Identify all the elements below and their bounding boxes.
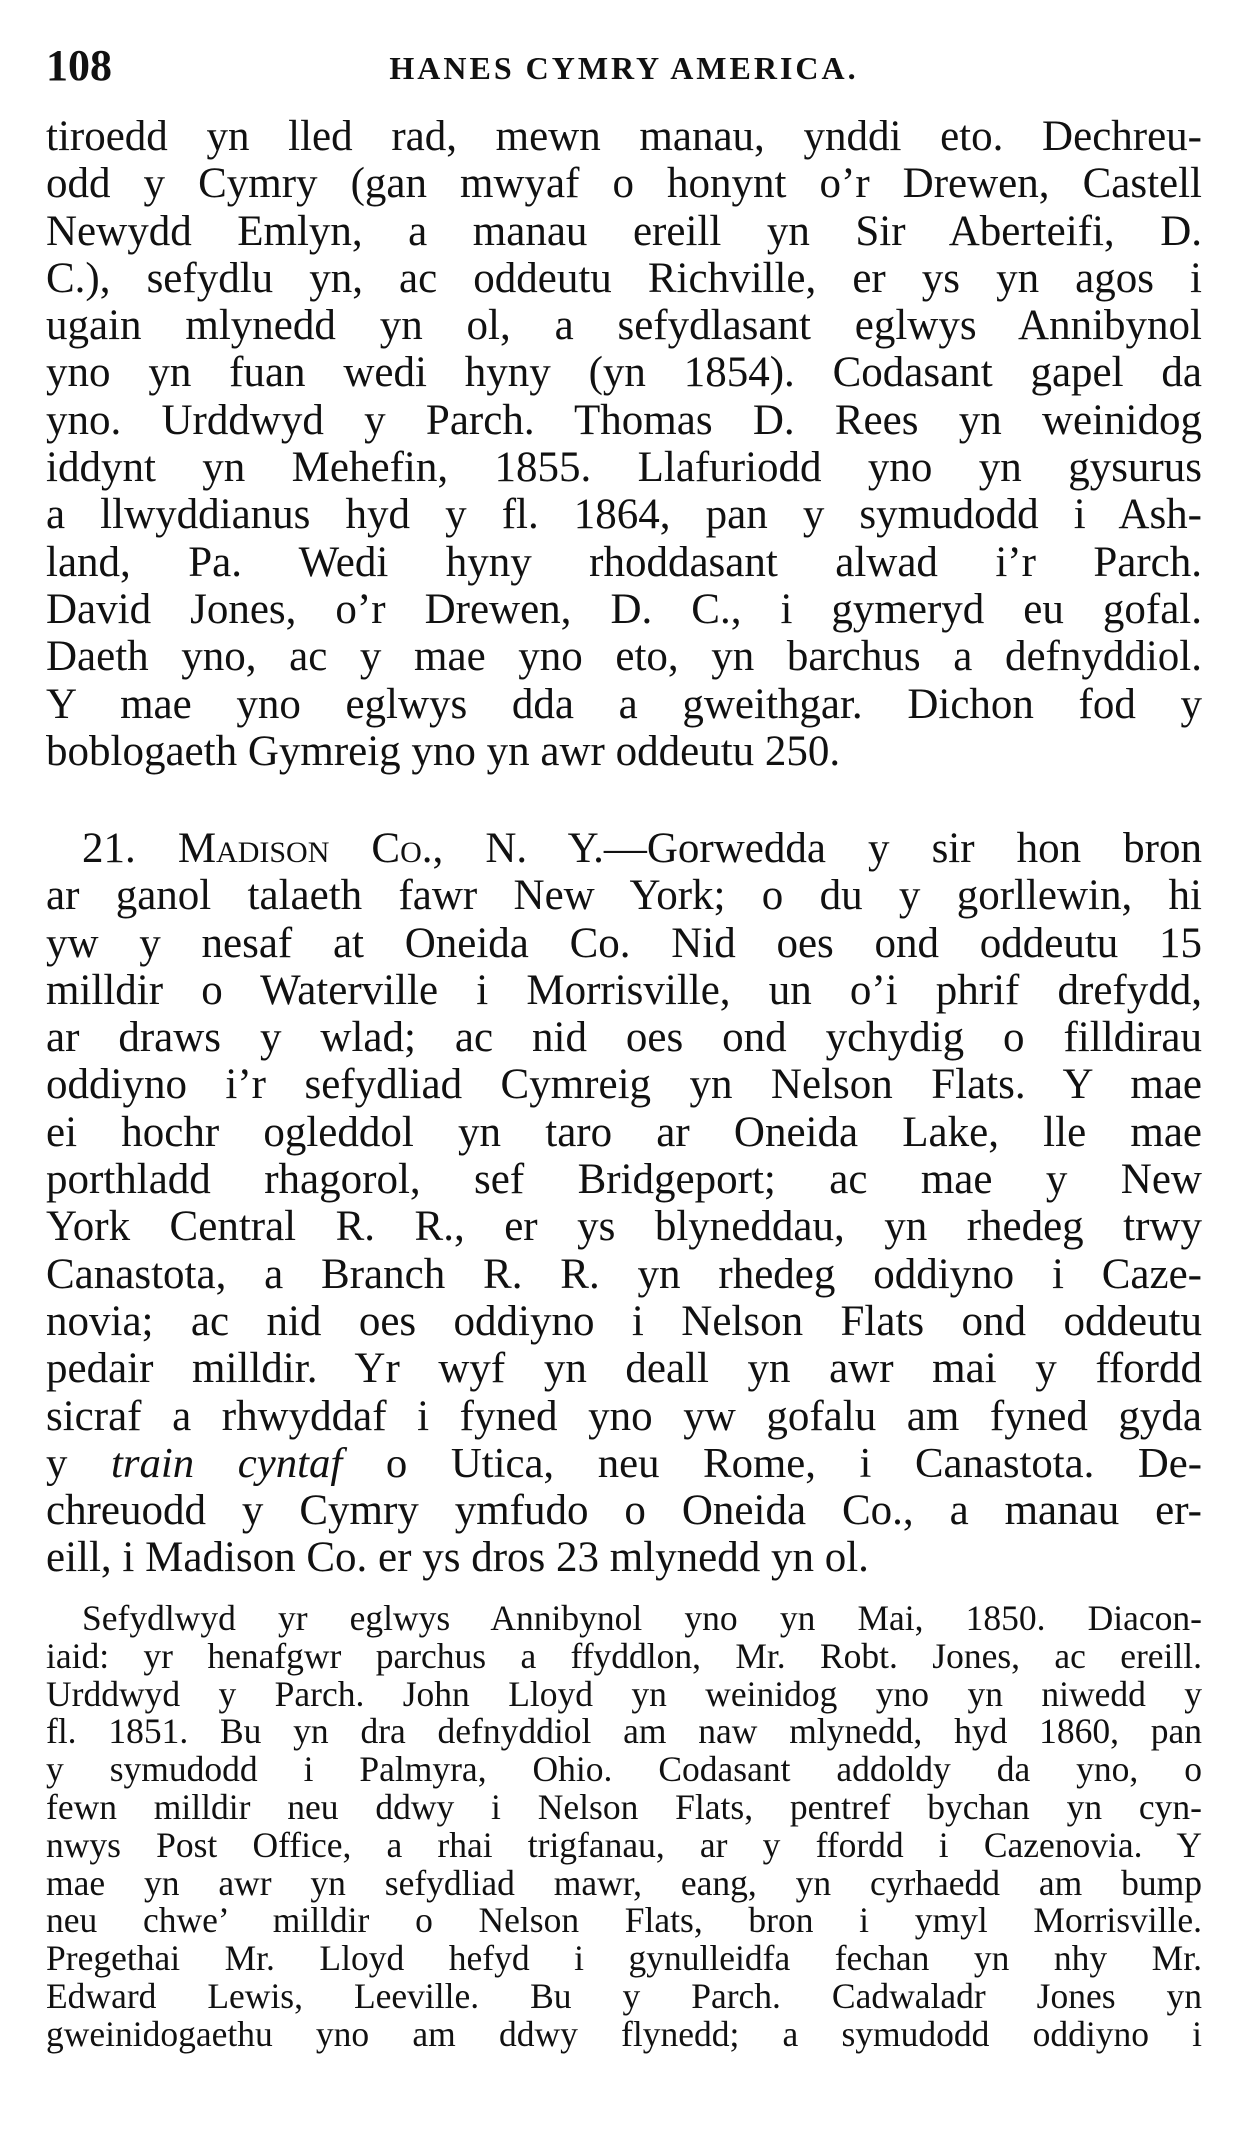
text-line: ar draws y wlad; ac nid oes ond ychydig o filldirau [46,1014,1202,1062]
text-line: iaid: yr henafgwr parchus a ffyddlon, Mr. Robt. Jones, ac ereill. [46,1635,1202,1676]
text-line: odd y Cymry (gan mwyaf o honynt o’r Drewen, Castell [46,160,1202,208]
text-line: Newydd Emlyn, a manau ereill yn Sir Aberteifi, D. [46,207,1202,255]
text-line: C.), sefydlu yn, ac oddeutu Richville, er ys yn agos i [46,254,1202,302]
paragraph-richville [46,113,1202,775]
running-title: HANES CYMRY AMERICA. [389,50,859,86]
text-line: milldir o Waterville i Morrisville, un o’i phrif drefydd, [46,966,1202,1014]
text-line: David Jones, o’r Drewen, D. C., i gymeryd eu gofal. [46,585,1202,633]
text-line: mae yn awr yn sefydliad mawr, eang, yn cyrhaedd am bump [46,1862,1202,1903]
text-line: pedair milldir. Yr wyf yn deall yn awr mai y ffordd [46,1345,1202,1393]
text-line: novia; ac nid oes oddiyno i Nelson Flats ond oddeutu [46,1297,1202,1345]
text-line: porthladd rhagorol, sef Bridgeport; ac mae y New [46,1156,1202,1204]
text-line: Sefydlwyd yr eglwys Annibynol yno yn Mai, 1850. Diacon- [82,1598,1202,1638]
text-line: a llwyddianus hyd y fl. 1864, pan y symudodd i Ash- [46,491,1202,539]
section-number: 21. [82,825,136,872]
text-line: chreuodd y Cymry ymfudo o Oneida Co., a manau er- [46,1487,1202,1535]
section-lead-text: —Gorwedda y sir hon bron [603,825,1202,872]
text-line: Daeth yno, ac y mae yno eto, yn barchus a defnyddiol. [46,633,1202,681]
text-line: nwys Post Office, a rhai trigfanau, ar y ffordd i Cazenovia. Y [46,1824,1202,1865]
text-line: boblogaeth Gymreig yno yn awr oddeutu 250. [46,727,841,775]
italic-phrase: train cyntaf [110,1439,343,1487]
text-line: Edward Lewis, Leeville. Bu y Parch. Cadwaladr Jones yn [46,1975,1202,2016]
section-heading: Madison Co., N. Y. [177,825,604,872]
text-line: Y mae yno eglwys dda a gweithgar. Dichon fod y [46,680,1202,728]
text-line: Pregethai Mr. Lloyd hefyd i gynulleidfa fechan yn nhy Mr. [46,1938,1202,1979]
text-line: ar ganol talaeth fawr New York; o du y gorllewin, hi [46,872,1202,920]
section-first-line [46,825,1202,872]
text-line: oddiyno i’r sefydliad Cymreig yn Nelson Flats. Y mae [46,1061,1202,1109]
text-line-with-italic [46,1440,1202,1487]
text-line: gweinidogaethu yno am ddwy flynedd; a symudodd oddiyno i [46,2013,1202,2054]
text-line: yw y nesaf at Oneida Co. Nid oes ond oddeutu 15 [46,919,1202,967]
text-fragment: y [46,1439,111,1487]
text-line: tiroedd yn lled rad, mewn manau, ynddi eto. Dechreu- [46,113,1202,160]
text-line: ugain mlynedd yn ol, a sefydlasant eglwys Annibynol [46,302,1202,350]
page-number: 108 [46,41,112,90]
text-line: eill, i Madison Co. er ys dros 23 mlynedd yn ol. [46,1534,869,1582]
paragraph-madison-county [46,825,1202,1582]
text-fragment: o Utica, neu Rome, i Canastota. De- [342,1439,1203,1487]
text-line: fewn milldir neu ddwy i Nelson Flats, pentref bychan yn cyn- [46,1786,1202,1827]
text-line: Urddwyd y Parch. John Lloyd yn weinidog yno yn niwedd y [46,1673,1202,1714]
paragraph-church-history [46,1600,1202,2054]
text-line: Canastota, a Branch R. R. yn rhedeg oddiyno i Caze- [46,1250,1202,1298]
page-header [46,38,1202,94]
text-line: fl. 1851. Bu yn dra defnyddiol am naw mlynedd, hyd 1860, pan [46,1711,1202,1752]
text-line: sicraf a rhwyddaf i fyned yno yw gofalu am fyned gyda [46,1392,1202,1440]
text-line: neu chwe’ milldir o Nelson Flats, bron i ymyl Morrisville. [46,1900,1202,1941]
text-line: yno yn fuan wedi hyny (yn 1854). Codasant gapel da [46,349,1202,397]
text-line: iddynt yn Mehefin, 1855. Llafuriodd yno yn gysurus [46,444,1202,492]
text-line: land, Pa. Wedi hyny rhoddasant alwad i’r Parch. [46,538,1202,586]
text-line: yno. Urddwyd y Parch. Thomas D. Rees yn weinidog [46,396,1202,444]
text-line: y symudodd i Palmyra, Ohio. Codasant addoldy da yno, o [46,1749,1202,1790]
text-line: ei hochr ogleddol yn taro ar Oneida Lake, lle mae [46,1108,1202,1156]
text-line: York Central R. R., er ys blyneddau, yn rhedeg trwy [46,1203,1202,1251]
